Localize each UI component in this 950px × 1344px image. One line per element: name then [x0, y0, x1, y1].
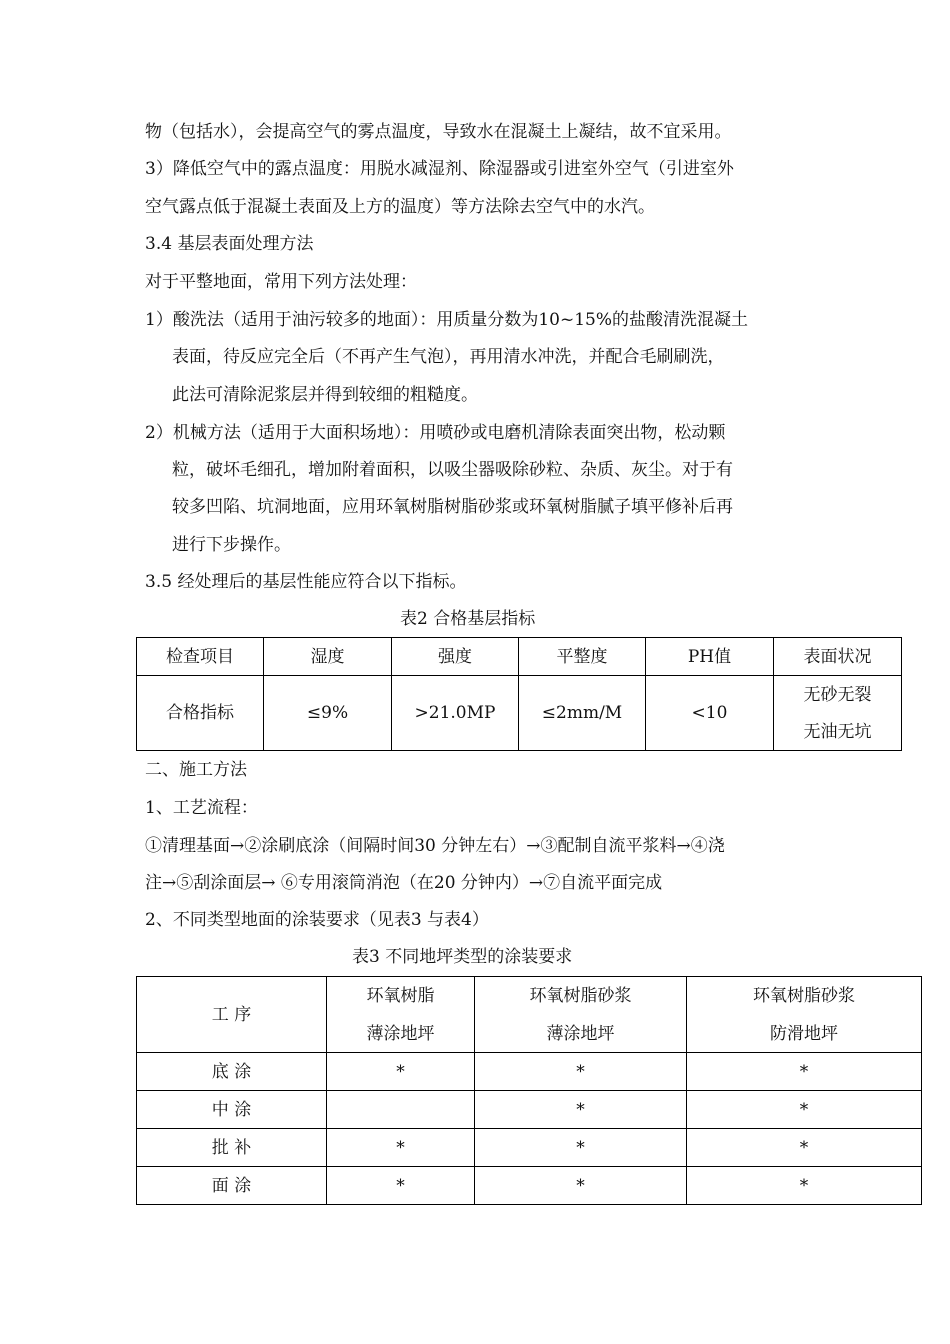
list-item-acid-wash: 1）酸洗法（适用于油污较多的地面）：用质量分数为10~15%的盐酸清洗混凝土	[145, 310, 748, 330]
cell-line: 无油无坑	[803, 721, 872, 742]
paragraph-line: 粒，破坏毛细孔，增加附着面积，以吸尘器吸除砂粒、杂质、灰尘。对于有	[172, 460, 733, 480]
paragraph-line: 此法可清除泥浆层并得到较细的粗糙度。	[172, 385, 478, 405]
cell-line: 环氧树脂	[366, 985, 435, 1006]
table-header-cell	[687, 977, 922, 1053]
process-flow-line: 注→⑤刮涂面层→ ⑥专用滚筒消泡（在20 分钟内）→⑦自流平面完成	[145, 873, 663, 893]
cell-line: 薄涂地坪	[366, 1023, 435, 1044]
table-row	[137, 1053, 922, 1091]
row-label: 中 涂	[137, 1091, 327, 1129]
table-header-cell: 平整度	[519, 638, 646, 676]
paragraph-line: 较多凹陷、坑洞地面，应用环氧树脂树脂砂浆或环氧树脂腻子填平修补后再	[172, 497, 733, 517]
table-cell: ≤2mm/M	[519, 676, 646, 751]
paragraph-line: 对于平整地面，常用下列方法处理：	[145, 272, 417, 292]
table-cell: >21.0MP	[392, 676, 519, 751]
cell-line: 无砂无裂	[803, 684, 872, 705]
table-header-cell: 强度	[392, 638, 519, 676]
table-cell: *	[687, 1053, 922, 1091]
table-cell-surface	[774, 676, 902, 751]
table-cell: *	[475, 1167, 687, 1205]
table-header-cell: 表面状况	[774, 638, 902, 676]
table3-caption: 表3 不同地坪类型的涂装要求	[352, 947, 573, 967]
table-header-cell: 检查项目	[137, 638, 264, 676]
table-cell: *	[687, 1091, 922, 1129]
table-row	[137, 1091, 922, 1129]
paragraph-line: 空气露点低于混凝土表面及上方的温度）等方法除去空气中的水汽。	[145, 197, 655, 217]
table-row	[137, 1167, 922, 1205]
step-heading: 2、不同类型地面的涂装要求（见表3 与表4）	[145, 910, 489, 930]
step-heading: 1、工艺流程：	[145, 798, 258, 818]
table-cell: *	[475, 1053, 687, 1091]
process-flow-line: ①清理基面→②涂刷底涂（间隔时间30 分钟左右）→③配制自流平浆料→④浇	[145, 836, 725, 856]
table-cell	[327, 1091, 475, 1129]
table-header-cell	[327, 977, 475, 1053]
table3-coating-requirements	[136, 976, 922, 1205]
table-cell: *	[687, 1129, 922, 1167]
section-heading: 3.4 基层表面处理方法	[145, 234, 314, 254]
cell-line: 薄涂地坪	[546, 1023, 615, 1044]
row-label: 批 补	[137, 1129, 327, 1167]
row-label: 合格指标	[137, 676, 264, 751]
table-header-cell: 湿度	[264, 638, 392, 676]
cell-line: 环氧树脂砂浆	[529, 985, 632, 1006]
cell-line: 防滑地坪	[770, 1023, 838, 1044]
table-row	[137, 1129, 922, 1167]
table-cell: *	[327, 1053, 475, 1091]
paragraph-line: 物（包括水），会提高空气的雾点温度，导致水在混凝土上凝结，故不宜采用。	[145, 122, 732, 142]
table-cell: *	[687, 1167, 922, 1205]
table-cell: *	[327, 1167, 475, 1205]
section-heading: 3.5 经处理后的基层性能应符合以下指标。	[145, 572, 467, 592]
section-title: 二、施工方法	[145, 760, 247, 780]
list-item-mechanical: 2）机械方法（适用于大面积场地）：用喷砂或电磨机清除表面突出物，松动颗	[145, 423, 726, 443]
cell-line: 环氧树脂砂浆	[753, 985, 855, 1006]
paragraph-line: 进行下步操作。	[172, 535, 291, 555]
table-row	[137, 676, 902, 751]
table-cell: *	[475, 1091, 687, 1129]
row-label: 底 涂	[137, 1053, 327, 1091]
table-cell: *	[475, 1129, 687, 1167]
paragraph-line: 表面，待反应完全后（不再产生气泡），再用清水冲洗，并配合毛刷刷洗，	[172, 347, 725, 367]
table-header-cell: 工 序	[137, 977, 327, 1053]
row-label: 面 涂	[137, 1167, 327, 1205]
table-header-cell	[475, 977, 687, 1053]
table-cell: *	[327, 1129, 475, 1167]
table-header-cell: PH值	[646, 638, 774, 676]
paragraph-line: 3）降低空气中的露点温度：用脱水减湿剂、除湿器或引进室外空气（引进室外	[145, 159, 734, 179]
table-cell: <10	[646, 676, 774, 751]
table2-base-layer-indicators	[136, 637, 902, 751]
table-cell: ≤9%	[264, 676, 392, 751]
table2-caption: 表2 合格基层指标	[400, 609, 536, 629]
